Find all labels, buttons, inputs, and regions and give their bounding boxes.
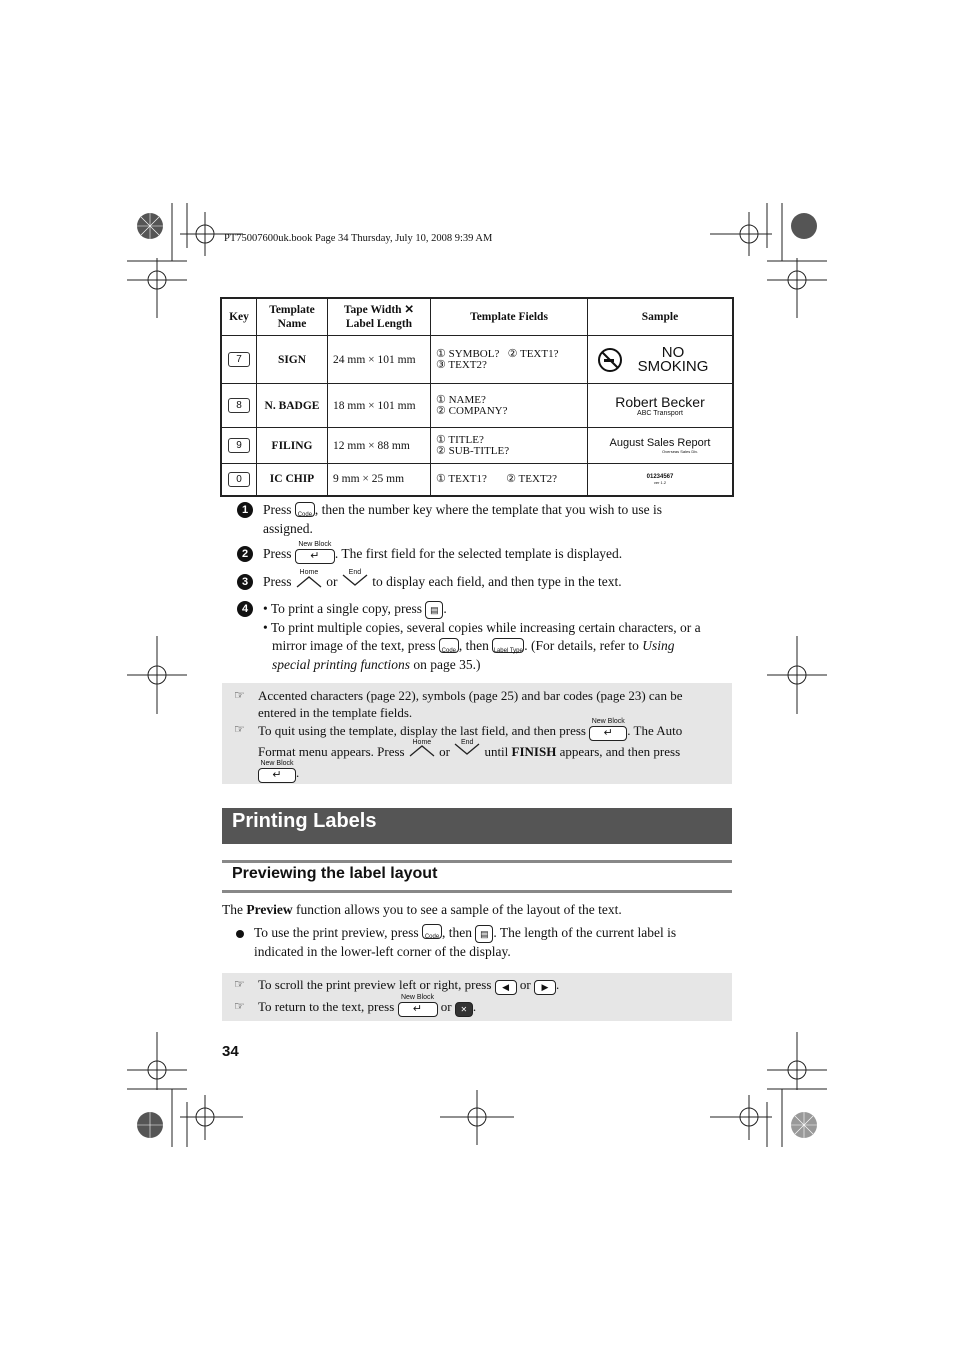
bullet-icon <box>236 930 244 938</box>
up-key-icon: Home <box>295 574 323 593</box>
code-key-icon: Code <box>422 924 442 943</box>
template-name: N. BADGE <box>257 384 328 428</box>
key-8: 8 <box>228 398 250 413</box>
page-number: 34 <box>222 1043 239 1060</box>
intro-paragraph: The Preview function allows you to see a sample of the layout of the text. <box>222 902 622 917</box>
col-sample: Sample <box>588 298 734 336</box>
table-row <box>221 464 733 496</box>
down-key-icon: End <box>453 743 481 763</box>
table-row <box>221 384 733 428</box>
code-key-icon: Code <box>439 638 459 657</box>
step-2-number: 2 <box>237 546 253 562</box>
note-icon: ☞ <box>234 999 245 1013</box>
note-icon: ☞ <box>234 977 245 991</box>
bullet-paragraph: To use the print preview, press Code , then ▤ . The length of the current label is indicated in the lower-left corner of the display. <box>254 925 677 960</box>
cursor-right-key-icon: ▶ <box>534 977 556 995</box>
template-fields: ① SYMBOL? ② TEXT1? ③ TEXT2? <box>431 336 588 384</box>
key-0: 0 <box>228 472 250 487</box>
step-1-number: 1 <box>237 502 253 518</box>
col-template-name: Template Name <box>257 298 328 336</box>
print-key-icon: ▤ <box>475 924 493 943</box>
subsection-title: Previewing the label layout <box>232 865 438 882</box>
note-text: To return to the text, press New Block ↵ or ✕ . <box>258 994 477 1016</box>
table-header-row <box>221 298 733 336</box>
enter-key-icon: New Block ↵ <box>398 999 438 1017</box>
col-fields: Template Fields <box>431 298 588 336</box>
escape-key-icon: ✕ <box>455 999 473 1017</box>
table-row <box>221 336 733 384</box>
note-text: To scroll the print preview left or right, press ◀ or ▶ . <box>258 976 728 995</box>
template-name: SIGN <box>257 336 328 384</box>
template-table <box>220 297 734 497</box>
template-size: 18 mm × 101 mm <box>328 384 431 428</box>
sample-filing: August Sales Report Overseas Sales Div. <box>588 428 734 464</box>
subsection-rule-top <box>222 860 732 863</box>
subsection-rule-bottom <box>222 890 732 893</box>
enter-key-icon: New Block ↵ <box>589 722 627 742</box>
template-fields: ① NAME? ② COMPANY? <box>431 384 588 428</box>
enter-key-icon: New Block ↵ <box>295 546 335 564</box>
col-size: Tape Width ✕ Label Length <box>328 298 431 336</box>
step-4-number: 4 <box>237 601 253 617</box>
col-key: Key <box>221 298 257 336</box>
enter-key-icon: New Block ↵ <box>258 764 296 784</box>
key-9: 9 <box>228 438 250 453</box>
step-1: Press Code , then the number key where the template that you wish to use is assigned. <box>263 502 663 537</box>
note-text: Accented characters (page 22), symbols (page 25) and bar codes (page 23) can be entered in the template fields. <box>258 688 683 720</box>
template-size: 12 mm × 88 mm <box>328 428 431 464</box>
up-key-icon: Home <box>408 743 436 763</box>
cursor-left-key-icon: ◀ <box>495 977 517 995</box>
template-fields: ① TITLE? ② SUB-TITLE? <box>431 428 588 464</box>
section-title: Printing Labels <box>232 810 377 832</box>
key-7: 7 <box>228 352 250 367</box>
no-smoking-icon <box>597 347 623 373</box>
step-2: Press New Block ↵ . The first field for the selected template is displayed. <box>263 540 623 562</box>
template-name: FILING <box>257 428 328 464</box>
running-header: PT75007600uk.book Page 34 Thursday, July 10, 2008 9:39 AM <box>224 233 493 244</box>
print-key-icon: ▤ <box>425 600 443 619</box>
sample-badge: Robert Becker ABC Transport <box>588 384 734 428</box>
label-type-key-icon: Label Type <box>492 638 524 657</box>
step-3-number: 3 <box>237 574 253 590</box>
template-size: 9 mm × 25 mm <box>328 464 431 496</box>
down-key-icon: End <box>341 574 369 593</box>
note-icon: ☞ <box>234 722 245 736</box>
template-fields: ① TEXT1? ② TEXT2? <box>431 464 588 496</box>
sample-ic-chip: 01234567 ver 1.2 <box>588 464 734 496</box>
code-key-icon: Code <box>295 502 315 521</box>
template-name: IC CHIP <box>257 464 328 496</box>
step-4: • To print a single copy, press ▤ . • To print multiple copies, several copies while increasing certain characters, or a mirror image of the text, press Code , then Label Type. (For details, refer to Using special printing functions on page 35.) <box>263 601 701 673</box>
table-row <box>221 428 733 464</box>
template-size: 24 mm × 101 mm <box>328 336 431 384</box>
note-icon: ☞ <box>234 688 245 702</box>
sample-sign: NO SMOKING <box>588 336 734 384</box>
step-3: Press Home or End to display each field, and then type in the text. <box>263 573 733 592</box>
note-text: To quit using the template, display the last field, and then press New Block ↵ . The Auto Format menu appears. Press Home or End until FINISH appears, and then press New Block ↵ . <box>258 721 728 784</box>
